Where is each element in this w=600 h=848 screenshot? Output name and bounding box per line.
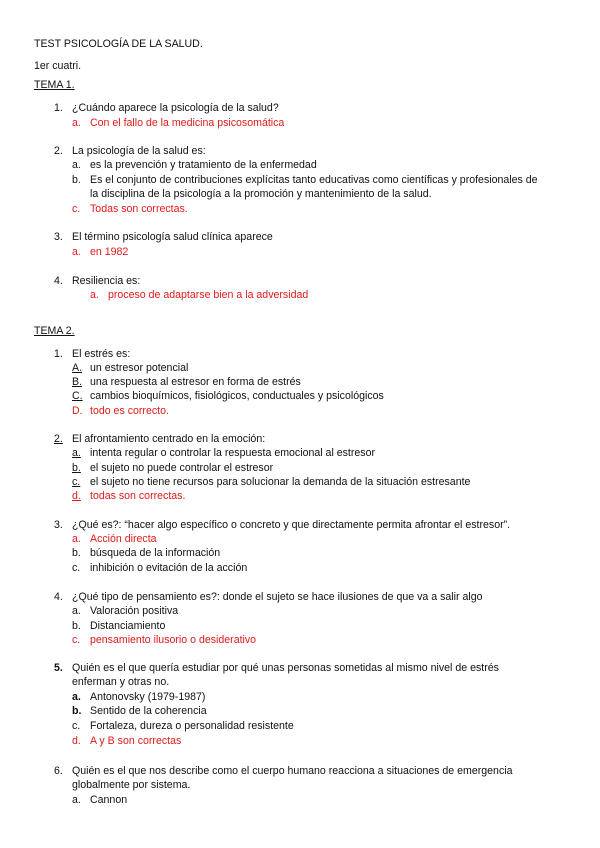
t2-q5-option-c-label: c.: [72, 720, 81, 732]
t2-q3-option-a-text: Acción directa: [90, 533, 157, 545]
t2-q1-option-d-text: todo es correcto.: [90, 405, 169, 417]
t2-q5-option-a-label: a.: [72, 691, 81, 703]
t1-q1-number: 1.: [54, 102, 63, 114]
t2-q4-option-a-text: Valoración positiva: [90, 605, 179, 617]
t2-q3-option-b-label: b.: [72, 547, 81, 559]
t2-q1-text: El estrés es:: [72, 348, 131, 360]
t2-q1-option-a-label: A.: [72, 362, 83, 374]
t1-q2-option-b-line2: la disciplina de la psicología a la promoción y mantenimiento de la salud.: [90, 188, 432, 200]
t2-q4-text: ¿Qué tipo de pensamiento es?: donde el sujeto se hace ilusiones de que va a salir algo: [72, 591, 483, 603]
t2-q5-line2: enferman y otras no.: [72, 676, 170, 688]
t2-q1-option-b-text: una respuesta al estresor en forma de estrés: [90, 376, 301, 388]
t1-q4-option-a-text: proceso de adaptarse bien a la adversidad: [108, 289, 309, 301]
t1-q4-option-a-label: a.: [90, 289, 99, 301]
t2-q5-option-d-label: d.: [72, 735, 81, 747]
t2-q2-option-d-label: d.: [72, 490, 81, 502]
t1-q2-option-c-text: Todas son correctas.: [90, 203, 188, 215]
t2-q6-number: 6.: [54, 765, 63, 777]
t1-q2-option-c-label: c.: [72, 203, 81, 215]
t1-q3-option-a-label: a.: [72, 246, 81, 258]
document-title: TEST PSICOLOGÍA DE LA SALUD.: [34, 38, 203, 50]
t2-q3-option-a-label: a.: [72, 533, 81, 545]
t2-q2-option-b-text: el sujeto no puede controlar el estresor: [90, 462, 274, 474]
t2-q1-number: 1.: [54, 348, 63, 360]
t1-q3-option-a-text: en 1982: [90, 246, 129, 258]
t1-q3-number: 3.: [54, 231, 63, 243]
t2-q1-option-c-text: cambios bioquímicos, fisiológicos, conductuales y psicológicos: [90, 390, 384, 402]
t2-q5-option-b-label: b.: [72, 705, 82, 717]
t1-q3-text: El término psicología salud clínica aparece: [72, 231, 273, 243]
t2-q2-text: El afrontamiento centrado en la emoción:: [72, 433, 266, 445]
t2-q3-option-b-text: búsqueda de la información: [90, 547, 221, 559]
t2-q4-number: 4.: [54, 591, 63, 603]
t1-q2-text: La psicología de la salud es:: [72, 145, 206, 157]
t2-q2-option-b-label: b.: [72, 462, 81, 474]
t2-q6-line2: globalmente por sistema.: [72, 779, 191, 791]
tema1-heading: TEMA 1.: [34, 79, 75, 91]
t2-q5-option-b-text: Sentido de la coherencia: [90, 705, 207, 717]
t2-q1-option-a-text: un estresor potencial: [90, 362, 189, 374]
t2-q6-option-a-text: Cannon: [90, 794, 128, 806]
document-subtitle: 1er cuatri.: [34, 60, 82, 72]
t2-q5-option-d-text: A y B son correctas: [90, 735, 182, 747]
t2-q5-option-a-text: Antonovsky (1979-1987): [90, 691, 206, 703]
t2-q5-number: 5.: [54, 662, 63, 674]
t2-q2-option-a-text: intenta regular o controlar la respuesta emocional al estresor: [90, 447, 376, 459]
tema2-heading: TEMA 2.: [34, 325, 75, 337]
t2-q2-option-c-text: el sujeto no tiene recursos para solucionar la demanda de la situación estresante: [90, 476, 471, 488]
t2-q3-option-c-label: c.: [72, 562, 81, 574]
t2-q6-option-a-label: a.: [72, 794, 81, 806]
t2-q1-option-c-label: C.: [72, 390, 83, 402]
t1-q4-number: 4.: [54, 275, 63, 287]
t2-q4-option-c-label: c.: [72, 634, 81, 646]
t2-q3-text: ¿Qué es?: “hacer algo específico o concreto y que directamente permita afrontar el estresor”.: [72, 519, 511, 531]
t2-q2-number: 2.: [54, 433, 63, 445]
t1-q2-option-a-label: a.: [72, 159, 81, 171]
t1-q1-option-a-text: Con el fallo de la medicina psicosomática: [90, 117, 285, 129]
t1-q2-option-a-text: es la prevención y tratamiento de la enfermedad: [90, 159, 317, 171]
t1-q2-number: 2.: [54, 145, 63, 157]
t2-q6-line1: Quién es el que nos describe como el cuerpo humano reacciona a situaciones de emergencia: [72, 765, 513, 777]
t2-q3-number: 3.: [54, 519, 63, 531]
t1-q2-option-b-line1: Es el conjunto de contribuciones explícitas tanto educativas como científicas y profesionales de: [90, 174, 538, 186]
t2-q4-option-a-label: a.: [72, 605, 81, 617]
t1-q4-text: Resiliencia es:: [72, 275, 141, 287]
t2-q4-option-c-text: pensamiento ilusorio o desiderativo: [90, 634, 257, 646]
t1-q1-option-a-label: a.: [72, 117, 81, 129]
t2-q1-option-d-label: D.: [72, 405, 83, 417]
t2-q5-line1: Quién es el que quería estudiar por qué unas personas sometidas al mismo nivel de estrés: [72, 662, 499, 674]
t2-q3-option-c-text: inhibición o evitación de la acción: [90, 562, 248, 574]
t2-q2-option-a-label: a.: [72, 447, 81, 459]
t2-q2-option-d-text: todas son correctas.: [90, 490, 186, 502]
t2-q4-option-b-label: b.: [72, 620, 81, 632]
t1-q2-option-b-label: b.: [72, 174, 81, 186]
t2-q2-option-c-label: c.: [72, 476, 81, 488]
t1-q1-text: ¿Cuándo aparece la psicología de la salud?: [72, 102, 279, 114]
t2-q4-option-b-text: Distanciamiento: [90, 620, 166, 632]
t2-q1-option-b-label: B.: [72, 376, 83, 388]
t2-q5-option-c-text: Fortaleza, dureza o personalidad resistente: [90, 720, 294, 732]
